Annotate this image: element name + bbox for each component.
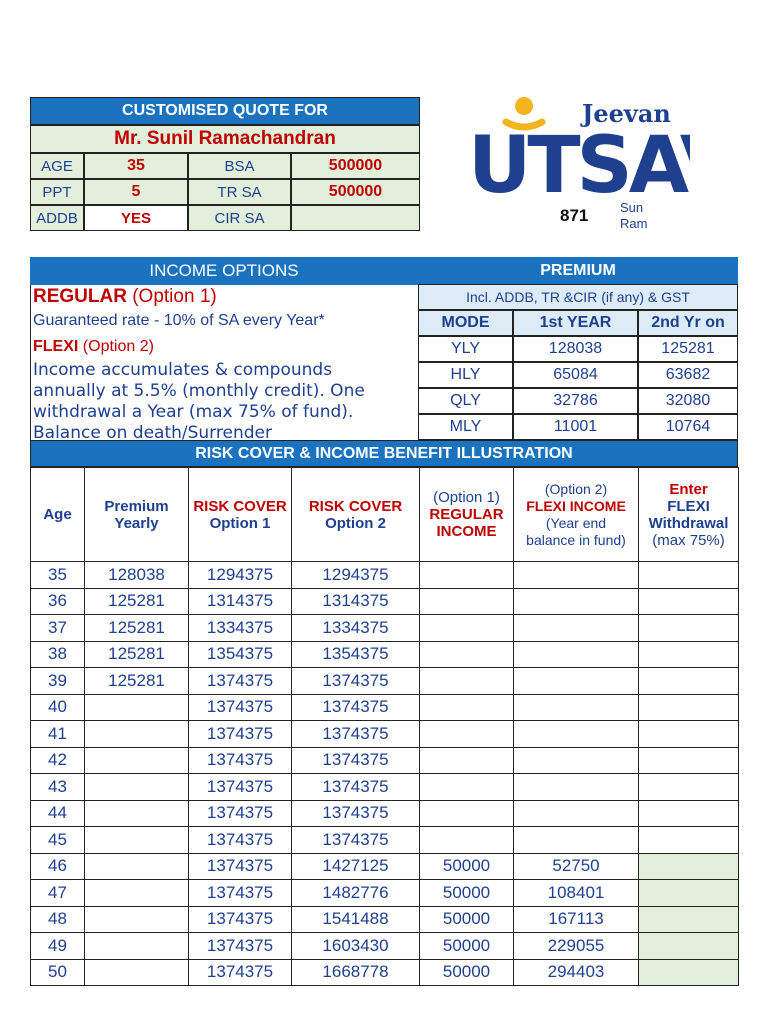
flexi-income-cell bbox=[514, 562, 639, 589]
risk-cover-2-cell: 1374375 bbox=[292, 774, 420, 801]
col-age bbox=[31, 468, 85, 562]
col-reg-line: (Option 1) bbox=[433, 489, 500, 506]
flexi-desc-line: withdrawal a Year (max 75% of fund). bbox=[33, 402, 354, 422]
premium-cell: 125281 bbox=[85, 668, 189, 695]
premium-cell bbox=[85, 853, 189, 880]
risk-cover-2-cell: 1374375 bbox=[292, 668, 420, 695]
risk-cover-1-cell: 1374375 bbox=[189, 880, 292, 907]
premium-mode: MLY bbox=[418, 414, 513, 440]
risk-cover-2-cell: 1294375 bbox=[292, 562, 420, 589]
flexi-withdrawal-cell[interactable] bbox=[639, 615, 739, 642]
risk-cover-1-cell: 1314375 bbox=[189, 588, 292, 615]
flexi-income-cell bbox=[514, 694, 639, 721]
addb-value: YES bbox=[84, 205, 188, 231]
table-row bbox=[31, 747, 739, 774]
premium-first-year: 11001 bbox=[513, 414, 638, 440]
table-row bbox=[31, 853, 739, 880]
risk-cover-2-cell: 1427125 bbox=[292, 853, 420, 880]
table-row bbox=[31, 906, 739, 933]
flexi-income-cell bbox=[514, 721, 639, 748]
risk-cover-2-cell: 1482776 bbox=[292, 880, 420, 907]
premium-header-mode: MODE bbox=[418, 310, 513, 336]
risk-cover-1-cell: 1374375 bbox=[189, 906, 292, 933]
col-with-line: (max 75%) bbox=[652, 531, 725, 549]
flexi-description bbox=[33, 360, 417, 440]
income-options-title: INCOME OPTIONS bbox=[30, 257, 418, 285]
regular-income-cell: 50000 bbox=[420, 933, 514, 960]
regular-income-cell bbox=[420, 562, 514, 589]
col-reg-line: REGULAR bbox=[429, 506, 504, 523]
premium-mode: HLY bbox=[418, 362, 513, 388]
risk-cover-1-cell: 1374375 bbox=[189, 774, 292, 801]
bsa-value: 500000 bbox=[291, 153, 420, 179]
regular-income-cell: 50000 bbox=[420, 880, 514, 907]
premium-cell bbox=[85, 747, 189, 774]
flexi-withdrawal-cell[interactable] bbox=[639, 774, 739, 801]
risk-cover-2-cell: 1541488 bbox=[292, 906, 420, 933]
flexi-income-cell bbox=[514, 641, 639, 668]
age-cell: 35 bbox=[31, 562, 85, 589]
risk-cover-2-cell: 1603430 bbox=[292, 933, 420, 960]
regular-income-cell bbox=[420, 721, 514, 748]
table-row bbox=[31, 588, 739, 615]
col-risk-cover-1 bbox=[189, 468, 292, 562]
flexi-income-cell bbox=[514, 827, 639, 854]
trsa-value: 500000 bbox=[291, 179, 420, 205]
risk-cover-1-cell: 1374375 bbox=[189, 933, 292, 960]
regular-income-cell: 50000 bbox=[420, 906, 514, 933]
flexi-withdrawal-cell[interactable] bbox=[639, 721, 739, 748]
col-with-line: Enter bbox=[669, 480, 708, 498]
regular-income-cell bbox=[420, 615, 514, 642]
premium-first-year: 128038 bbox=[513, 336, 638, 362]
premium-cell bbox=[85, 933, 189, 960]
regular-income-cell: 50000 bbox=[420, 853, 514, 880]
risk-cover-2-cell: 1374375 bbox=[292, 827, 420, 854]
premium-first-year: 32786 bbox=[513, 388, 638, 414]
flexi-income-cell: 167113 bbox=[514, 906, 639, 933]
logo-sun-icon bbox=[515, 97, 533, 115]
age-cell: 48 bbox=[31, 906, 85, 933]
risk-cover-1-cell: 1374375 bbox=[189, 694, 292, 721]
addb-label: ADDB bbox=[30, 205, 84, 231]
age-cell: 40 bbox=[31, 694, 85, 721]
flexi-income-cell bbox=[514, 800, 639, 827]
premium-header-first-year: 1st YEAR bbox=[513, 310, 638, 336]
premium-cell bbox=[85, 774, 189, 801]
table-row bbox=[31, 721, 739, 748]
regular-income-cell bbox=[420, 827, 514, 854]
flexi-withdrawal-cell[interactable] bbox=[639, 880, 739, 907]
regular-option: (Option 1) bbox=[132, 286, 217, 307]
flexi-withdrawal-cell[interactable] bbox=[639, 800, 739, 827]
risk-cover-1-cell: 1374375 bbox=[189, 800, 292, 827]
age-label: AGE bbox=[30, 153, 84, 179]
flexi-withdrawal-cell[interactable] bbox=[639, 906, 739, 933]
col-flexi-withdrawal bbox=[639, 468, 739, 562]
regular-income-cell bbox=[420, 774, 514, 801]
age-cell: 37 bbox=[31, 615, 85, 642]
col-flexi-line: (Year end bbox=[545, 514, 607, 531]
flexi-withdrawal-cell[interactable] bbox=[639, 694, 739, 721]
cirsa-value[interactable] bbox=[291, 205, 420, 231]
jeevan-utsav-logo bbox=[460, 92, 690, 212]
premium-second-year: 32080 bbox=[638, 388, 738, 414]
age-cell: 44 bbox=[31, 800, 85, 827]
risk-cover-1-cell: 1374375 bbox=[189, 959, 292, 986]
flexi-desc-line: Balance on death/Surrender bbox=[33, 423, 272, 440]
premium-note: Incl. ADDB, TR &CIR (if any) & GST bbox=[418, 284, 738, 310]
col-flexi-line: FLEXI INCOME bbox=[526, 497, 626, 514]
col-rc2-line: RISK COVER bbox=[308, 497, 403, 515]
premium-second-year: 10764 bbox=[638, 414, 738, 440]
risk-cover-2-cell: 1374375 bbox=[292, 747, 420, 774]
table-row bbox=[31, 694, 739, 721]
col-with-line: Withdrawal bbox=[648, 514, 729, 532]
risk-cover-2-cell: 1354375 bbox=[292, 641, 420, 668]
risk-cover-1-cell: 1374375 bbox=[189, 721, 292, 748]
col-rc1-line: RISK COVER bbox=[193, 497, 287, 515]
risk-cover-1-cell: 1354375 bbox=[189, 641, 292, 668]
age-cell: 47 bbox=[31, 880, 85, 907]
risk-cover-2-cell: 1334375 bbox=[292, 615, 420, 642]
table-row bbox=[31, 774, 739, 801]
premium-mode: YLY bbox=[418, 336, 513, 362]
flexi-desc-line: annually at 5.5% (monthly credit). One bbox=[33, 381, 365, 401]
flexi-desc-line: Income accumulates & compounds bbox=[33, 360, 333, 380]
cirsa-label: CIR SA bbox=[188, 205, 291, 231]
flexi-income-cell: 108401 bbox=[514, 880, 639, 907]
flexi-income-cell bbox=[514, 615, 639, 642]
flexi-withdrawal-cell[interactable] bbox=[639, 933, 739, 960]
regular-income-cell bbox=[420, 668, 514, 695]
table-row bbox=[31, 959, 739, 986]
agent-name-line2: Ram bbox=[620, 216, 648, 231]
flexi-income-cell bbox=[514, 747, 639, 774]
flexi-withdrawal-cell[interactable] bbox=[639, 747, 739, 774]
regular-label: REGULAR bbox=[33, 286, 127, 307]
flexi-label: FLEXI bbox=[33, 338, 79, 355]
regular-income-cell: 50000 bbox=[420, 959, 514, 986]
regular-income-cell bbox=[420, 694, 514, 721]
regular-income-cell bbox=[420, 588, 514, 615]
premium-first-year: 65084 bbox=[513, 362, 638, 388]
risk-cover-1-cell: 1334375 bbox=[189, 615, 292, 642]
logo-jeevan-text: Jeevan bbox=[582, 99, 671, 128]
age-cell: 46 bbox=[31, 853, 85, 880]
illustration-table bbox=[30, 467, 739, 986]
col-premium-line: Premium bbox=[104, 497, 169, 515]
col-with-line: FLEXI bbox=[667, 497, 710, 515]
table-row bbox=[31, 800, 739, 827]
risk-cover-2-cell: 1374375 bbox=[292, 694, 420, 721]
trsa-label: TR SA bbox=[188, 179, 291, 205]
risk-cover-1-cell: 1374375 bbox=[189, 668, 292, 695]
premium-cell bbox=[85, 959, 189, 986]
col-reg-line: INCOME bbox=[436, 523, 497, 540]
age-cell: 43 bbox=[31, 774, 85, 801]
flexi-income-cell: 294403 bbox=[514, 959, 639, 986]
premium-cell: 125281 bbox=[85, 641, 189, 668]
premium-cell bbox=[85, 880, 189, 907]
flexi-option-line bbox=[33, 338, 154, 356]
premium-cell: 128038 bbox=[85, 562, 189, 589]
premium-cell bbox=[85, 721, 189, 748]
flexi-withdrawal-cell[interactable] bbox=[639, 959, 739, 986]
illustration-title: RISK COVER & INCOME BENEFIT ILLUSTRATION bbox=[30, 440, 738, 467]
premium-mode: QLY bbox=[418, 388, 513, 414]
table-row bbox=[31, 641, 739, 668]
age-cell: 50 bbox=[31, 959, 85, 986]
premium-cell bbox=[85, 694, 189, 721]
ppt-value: 5 bbox=[84, 179, 188, 205]
col-flexi-line: balance in fund) bbox=[526, 531, 626, 548]
flexi-income-cell bbox=[514, 588, 639, 615]
plan-number: 871 bbox=[560, 206, 589, 225]
premium-cell bbox=[85, 906, 189, 933]
age-cell: 45 bbox=[31, 827, 85, 854]
illustration-header-row bbox=[31, 468, 739, 562]
regular-income-cell bbox=[420, 800, 514, 827]
col-age-text: Age bbox=[43, 506, 72, 523]
premium-title: PREMIUM bbox=[418, 257, 738, 285]
risk-cover-1-cell: 1374375 bbox=[189, 747, 292, 774]
risk-cover-2-cell: 1374375 bbox=[292, 721, 420, 748]
flexi-income-cell: 229055 bbox=[514, 933, 639, 960]
risk-cover-1-cell: 1294375 bbox=[189, 562, 292, 589]
table-row bbox=[31, 933, 739, 960]
col-regular-income bbox=[420, 468, 514, 562]
premium-cell bbox=[85, 800, 189, 827]
regular-income-cell bbox=[420, 747, 514, 774]
flexi-withdrawal-cell[interactable] bbox=[639, 562, 739, 589]
premium-cell: 125281 bbox=[85, 588, 189, 615]
risk-cover-1-cell: 1374375 bbox=[189, 853, 292, 880]
table-row bbox=[31, 615, 739, 642]
risk-cover-2-cell: 1314375 bbox=[292, 588, 420, 615]
regular-description: Guaranteed rate - 10% of SA every Year* bbox=[33, 312, 325, 329]
customer-name: Mr. Sunil Ramachandran bbox=[30, 125, 420, 153]
col-risk-cover-2 bbox=[292, 468, 420, 562]
flexi-withdrawal-cell[interactable] bbox=[639, 853, 739, 880]
age-cell: 39 bbox=[31, 668, 85, 695]
bsa-label: BSA bbox=[188, 153, 291, 179]
premium-cell: 125281 bbox=[85, 615, 189, 642]
premium-second-year: 125281 bbox=[638, 336, 738, 362]
premium-header-second-year: 2nd Yr on bbox=[638, 310, 738, 336]
logo-graphic bbox=[460, 92, 690, 212]
quote-header: CUSTOMISED QUOTE FOR bbox=[30, 97, 420, 125]
col-premium-line: Yearly bbox=[114, 514, 159, 532]
logo-brand-text: UTSA bbox=[468, 121, 680, 211]
regular-option-line bbox=[33, 286, 217, 308]
premium-cell bbox=[85, 827, 189, 854]
flexi-income-cell: 52750 bbox=[514, 853, 639, 880]
flexi-withdrawal-cell[interactable] bbox=[639, 588, 739, 615]
table-row bbox=[31, 880, 739, 907]
agent-name-line1: Sun bbox=[620, 200, 644, 215]
flexi-withdrawal-cell[interactable] bbox=[639, 668, 739, 695]
illustration-body bbox=[31, 562, 739, 986]
table-row bbox=[31, 668, 739, 695]
flexi-withdrawal-cell[interactable] bbox=[639, 641, 739, 668]
flexi-income-cell bbox=[514, 668, 639, 695]
risk-cover-2-cell: 1668778 bbox=[292, 959, 420, 986]
age-cell: 49 bbox=[31, 933, 85, 960]
age-cell: 38 bbox=[31, 641, 85, 668]
premium-second-year: 63682 bbox=[638, 362, 738, 388]
flexi-withdrawal-cell[interactable] bbox=[639, 827, 739, 854]
ppt-label: PPT bbox=[30, 179, 84, 205]
flexi-income-cell bbox=[514, 774, 639, 801]
regular-income-cell bbox=[420, 641, 514, 668]
col-premium bbox=[85, 468, 189, 562]
age-cell: 41 bbox=[31, 721, 85, 748]
table-row bbox=[31, 562, 739, 589]
flexi-option: (Option 2) bbox=[82, 338, 154, 355]
col-flexi-income bbox=[514, 468, 639, 562]
col-rc1-line: Option 1 bbox=[209, 514, 271, 532]
age-value: 35 bbox=[84, 153, 188, 179]
risk-cover-2-cell: 1374375 bbox=[292, 800, 420, 827]
col-flexi-line: (Option 2) bbox=[544, 480, 608, 497]
age-cell: 36 bbox=[31, 588, 85, 615]
table-row bbox=[31, 827, 739, 854]
col-rc2-line: Option 2 bbox=[325, 514, 386, 532]
risk-cover-1-cell: 1374375 bbox=[189, 827, 292, 854]
age-cell: 42 bbox=[31, 747, 85, 774]
